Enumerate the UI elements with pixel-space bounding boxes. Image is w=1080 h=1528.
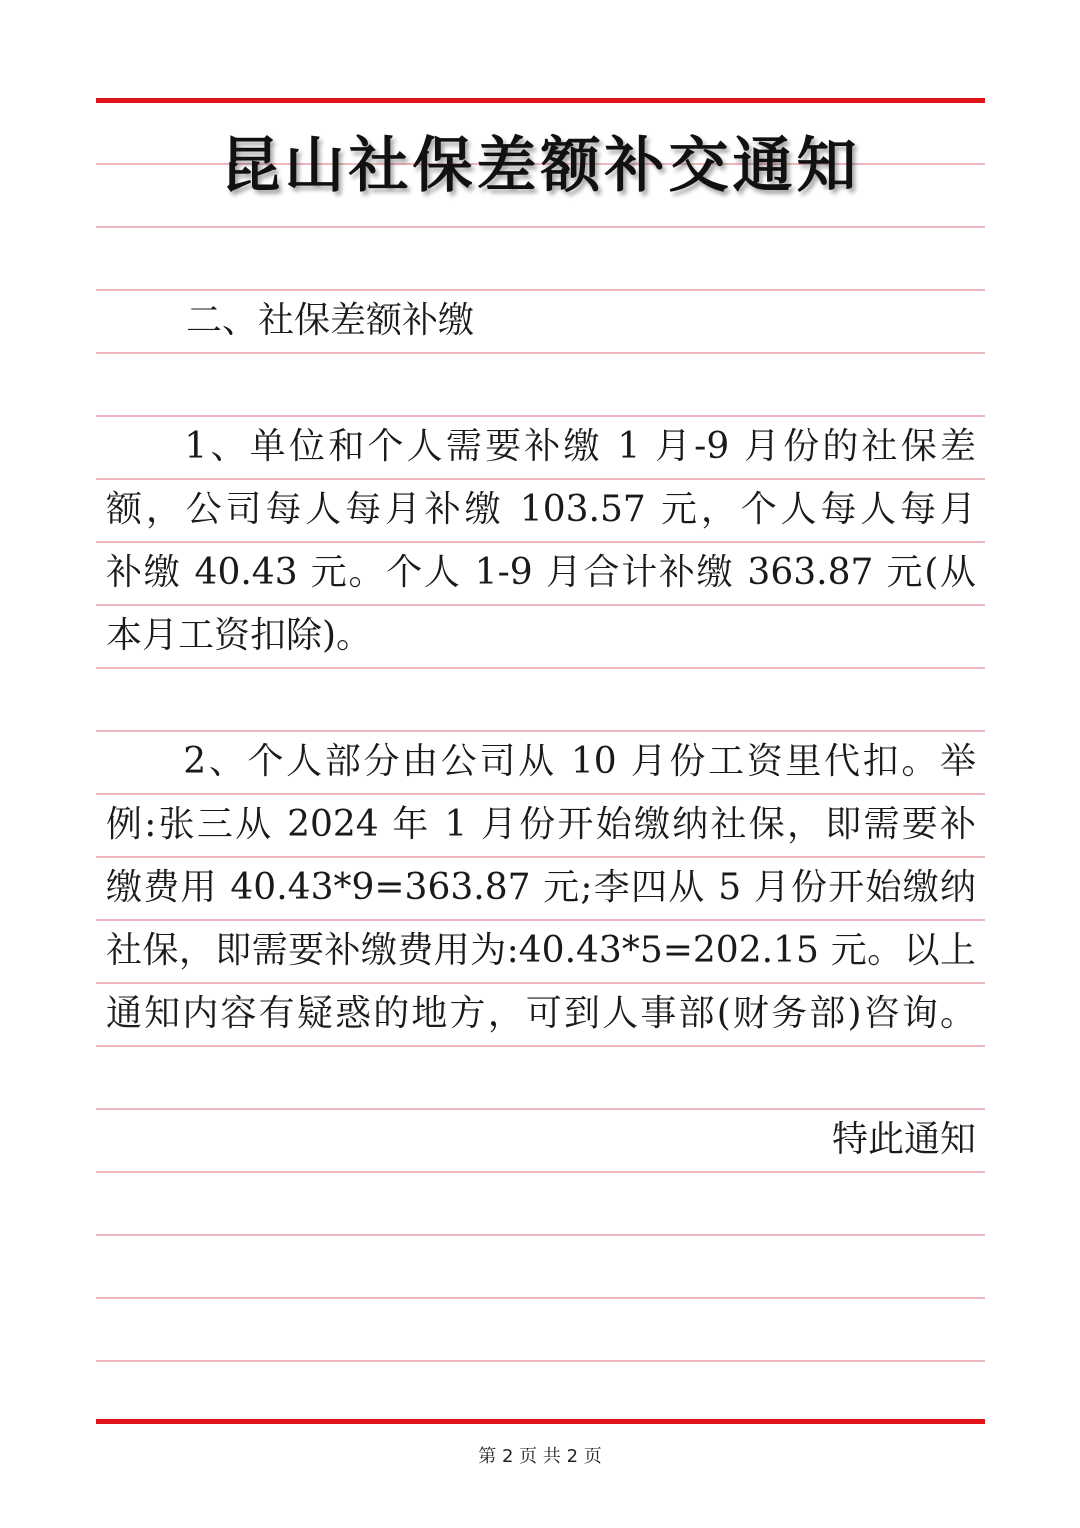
paragraph2-line: 社保，即需要补缴费用为:40.43*5=202.15 元。以上 xyxy=(106,930,976,971)
paragraph1-line: 额，公司每人每月补缴 103.57 元，个人每人每月 xyxy=(106,489,976,530)
paragraph2-line: 2、个人部分由公司从 10 月份工资里代扣。举 xyxy=(106,741,976,782)
ruled-line xyxy=(96,415,985,417)
ruled-line xyxy=(96,1297,985,1299)
section-heading: 二、社保差额补缴 xyxy=(186,300,475,341)
bottom-red-rule xyxy=(96,1419,985,1424)
ruled-line xyxy=(96,478,985,480)
ruled-line xyxy=(96,667,985,669)
ruled-line xyxy=(96,730,985,732)
paragraph1-line: 1、单位和个人需要补缴 1 月-9 月份的社保差 xyxy=(106,426,976,467)
paragraph2-line: 例:张三从 2024 年 1 月份开始缴纳社保，即需要补 xyxy=(106,804,976,845)
ruled-line xyxy=(96,541,985,543)
ruled-line xyxy=(96,1108,985,1110)
ruled-line xyxy=(96,793,985,795)
ruled-line xyxy=(96,982,985,984)
ruled-line xyxy=(96,1234,985,1236)
ruled-line xyxy=(96,226,985,228)
ruled-line xyxy=(96,1045,985,1047)
paragraph2-line: 通知内容有疑惑的地方，可到人事部(财务部)咨询。 xyxy=(106,993,976,1034)
ruled-line xyxy=(96,289,985,291)
ruled-line xyxy=(96,856,985,858)
paragraph2-line: 缴费用 40.43*9=363.87 元;李四从 5 月份开始缴纳 xyxy=(106,867,976,908)
ruled-line xyxy=(96,1360,985,1362)
top-red-rule xyxy=(96,98,985,103)
ruled-line xyxy=(96,1171,985,1173)
closing-text: 特此通知 xyxy=(831,1119,976,1160)
page-number: 第 2 页 共 2 页 xyxy=(478,1446,602,1467)
ruled-line xyxy=(96,919,985,921)
paragraph1-line: 本月工资扣除)。 xyxy=(106,615,373,656)
page-title: 昆山社保差额补交通知 xyxy=(220,131,861,201)
paragraph1-line: 补缴 40.43 元。个人 1-9 月合计补缴 363.87 元(从 xyxy=(106,552,976,593)
ruled-line xyxy=(96,352,985,354)
ruled-line xyxy=(96,604,985,606)
